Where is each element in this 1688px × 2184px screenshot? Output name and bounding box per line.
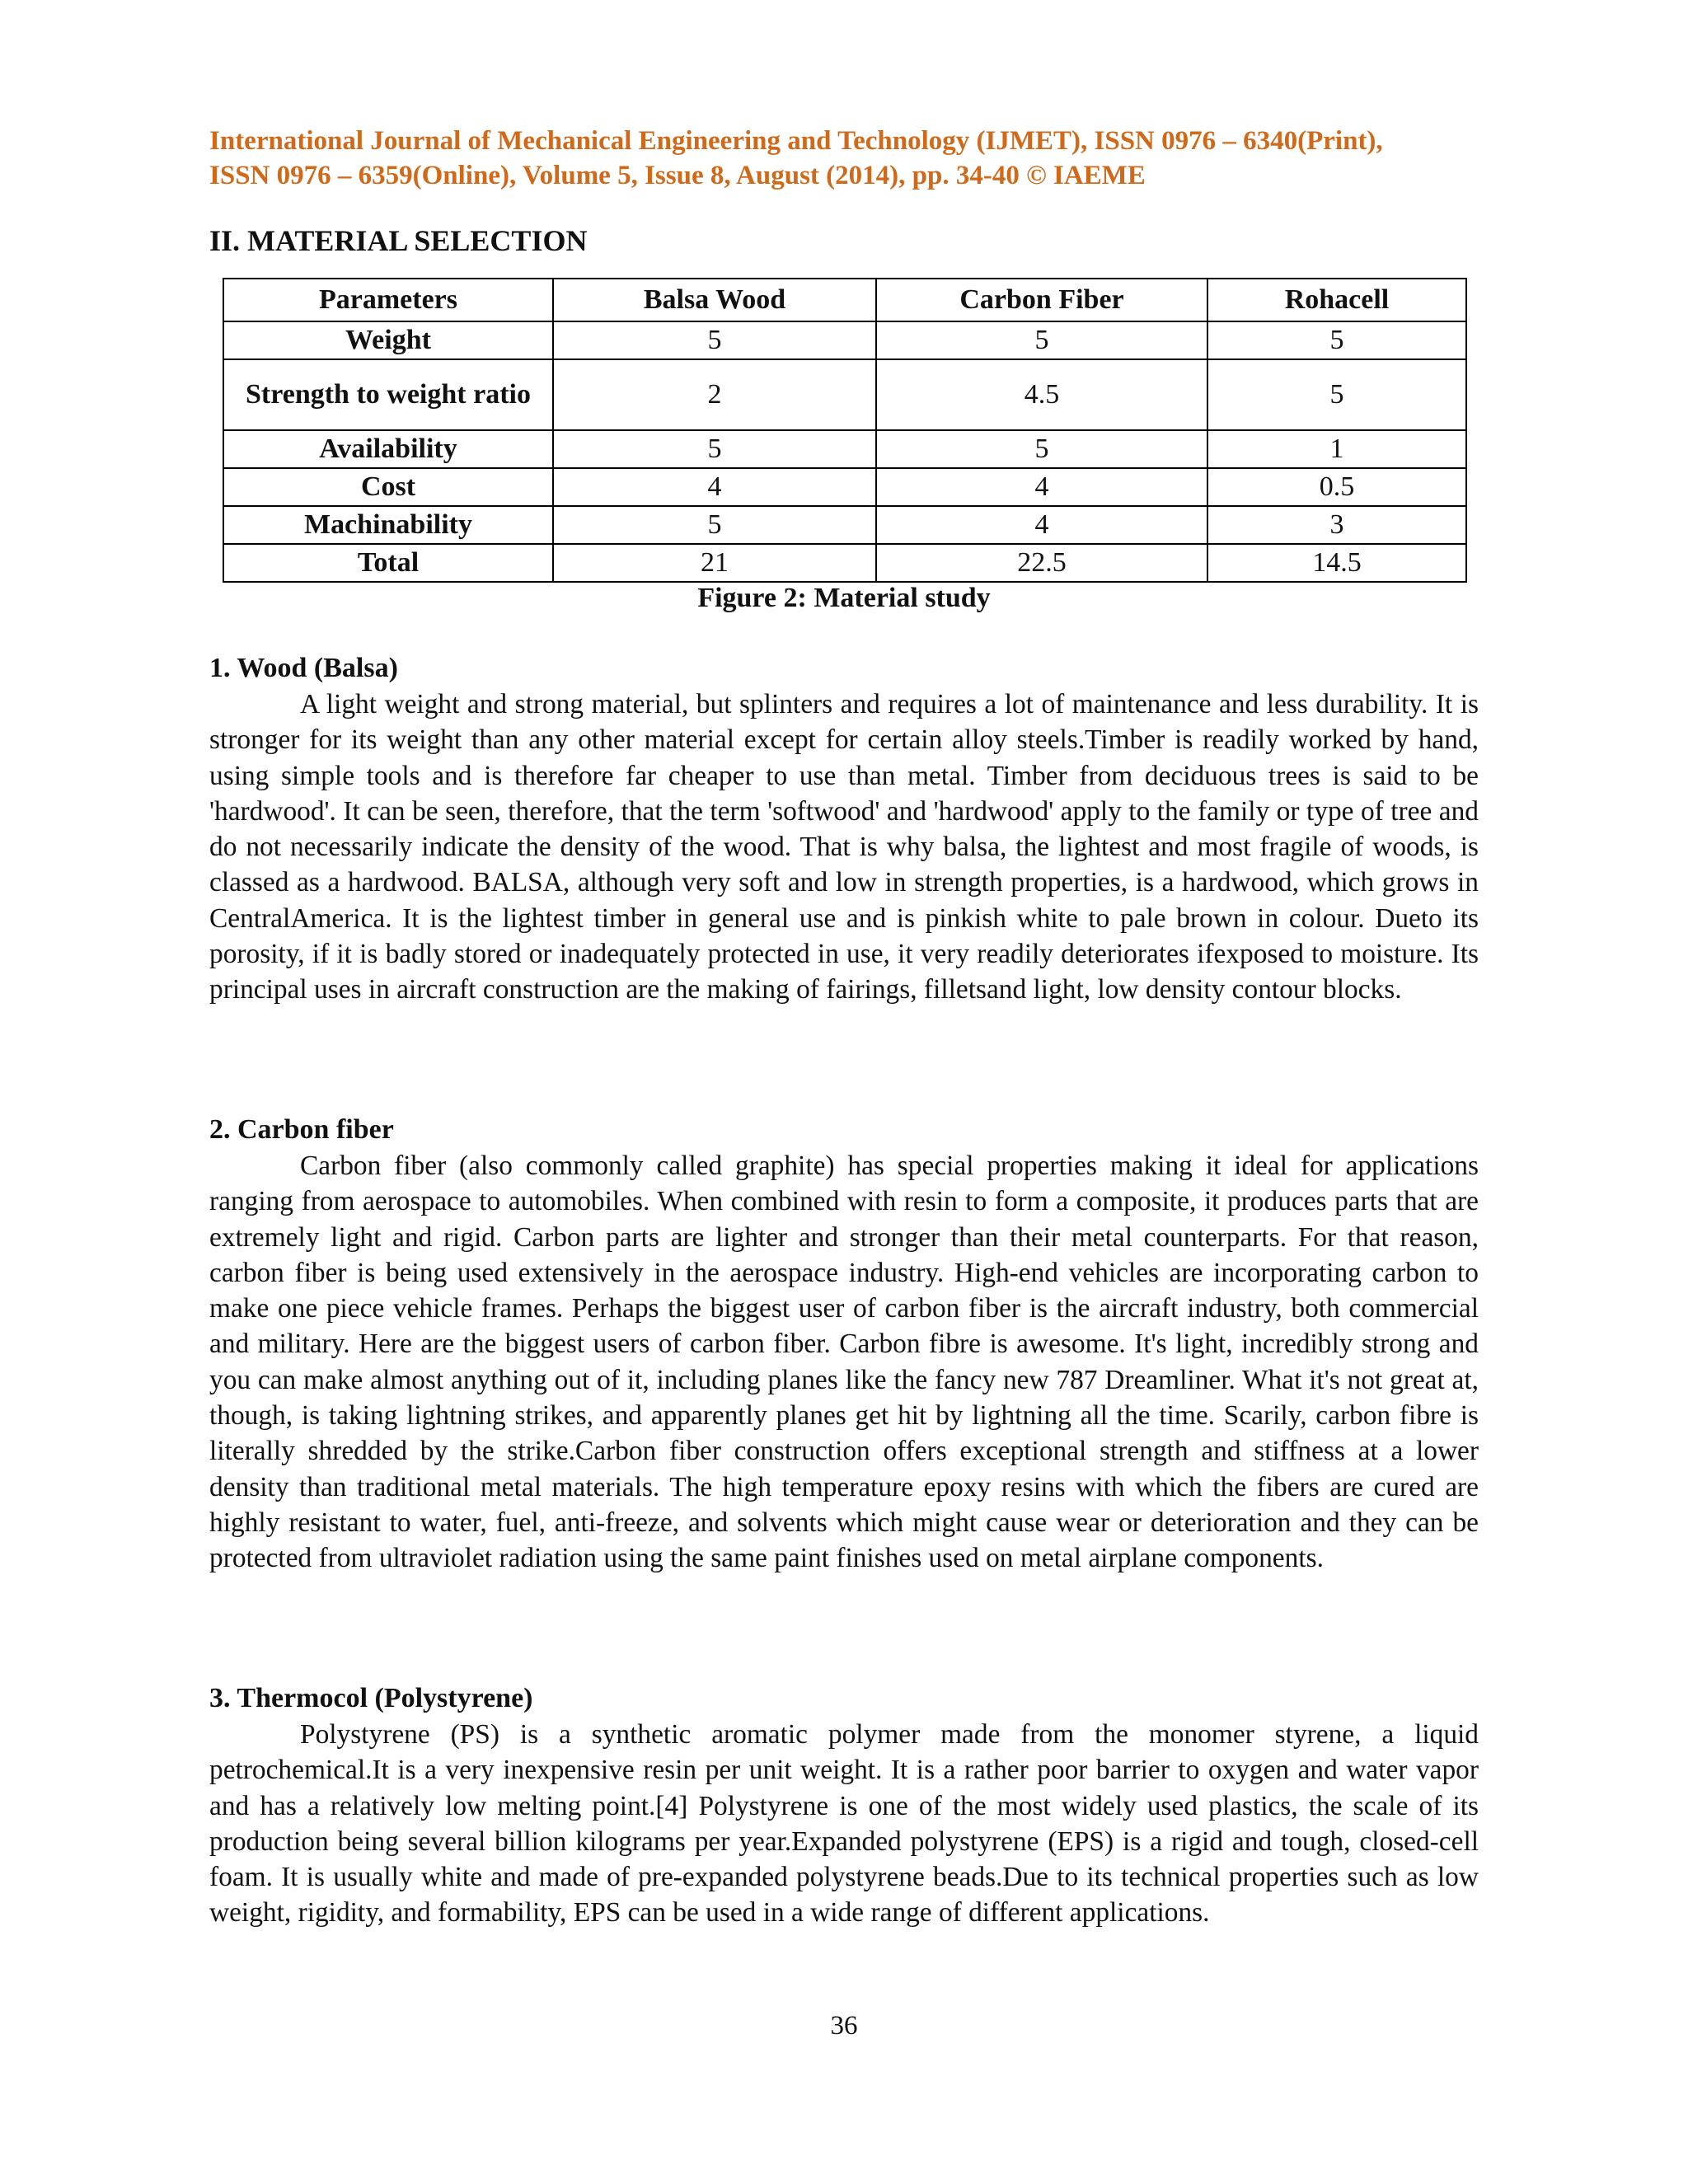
table-cell: 5 — [553, 321, 876, 359]
table-cell: 22.5 — [876, 544, 1207, 582]
journal-header — [209, 124, 1479, 193]
table-cell: 5 — [876, 321, 1207, 359]
table-cell: 2 — [553, 359, 876, 430]
paragraph-thermocol: Polystyrene (PS) is a synthetic aromatic polymer made from the monomer styrene, a liquid petrochemical.It is a very inexpensive resin per unit weight. It is a rather poor barrier to oxygen and water vapor and has a relatively low melting point.[4] Polystyrene is one of the most widely used plastics, the scale of its production being several billion kilograms per year.Expanded polystyrene (EPS) is a rigid and tough, closed-cell foam. It is usually white and made of pre-expanded polystyrene beads.Due to its technical properties such as low weight, rigidity, and formability, EPS can be used in a wide range of different applications. — [209, 1719, 1479, 1929]
table-cell: 5 — [1207, 321, 1466, 359]
table-cell: 4 — [876, 468, 1207, 506]
table-row — [223, 359, 1466, 430]
table-cell-parameter: Total — [223, 544, 553, 582]
table-header-cell: Rohacell — [1207, 279, 1466, 321]
table-cell: 5 — [553, 506, 876, 544]
figure-caption: Figure 2: Material study — [697, 583, 991, 613]
table-cell-parameter: Strength to weight ratio — [223, 359, 553, 430]
paragraph-carbon-fiber: Carbon fiber (also commonly called graphite) has special properties making it ideal for applications ranging from aerospace to automobiles. When combined with resin to form a composite, it produces parts that are extremely light and rigid. Carbon parts are lighter and stronger than their metal counterparts. For that reason, carbon fiber is being used extensively in the aerospace industry. High-end vehicles are incorporating carbon to make one piece vehicle frames. Perhaps the biggest user of carbon fiber is the aircraft industry, both commercial and military. Here are the biggest users of carbon fiber. Carbon fibre is awesome. It's light, incredibly strong and you can make almost anything out of it, including planes like the fancy new 787 Dreamliner. What it's not great at, though, is taking lightning strikes, and apparently planes get hit by lightning all the time. Scarily, carbon fibre is literally shredded by the strike.Carbon fiber construction offers exceptional strength and stiffness at a lower density than traditional metal materials. The high temperature epoxy resins with which the fibers are cured are highly resistant to water, fuel, anti-freeze, and solvents which might cause wear or deterioration and they can be protected from ultraviolet radiation using the same paint finishes used on metal airplane components. — [209, 1151, 1479, 1574]
table-row — [223, 430, 1466, 468]
table-cell: 0.5 — [1207, 468, 1466, 506]
table-row — [223, 468, 1466, 506]
table-cell: 4 — [876, 506, 1207, 544]
table-header-cell: Carbon Fiber — [876, 279, 1207, 321]
table-header-row — [223, 279, 1466, 321]
page-number: 36 — [830, 2011, 858, 2041]
table-cell: 3 — [1207, 506, 1466, 544]
journal-header-line-2: ISSN 0976 – 6359(Online), Volume 5, Issue 8, August (2014), pp. 34-40 © IAEME — [209, 161, 1146, 190]
table-row — [223, 544, 1466, 582]
table-cell: 21 — [553, 544, 876, 582]
material-study-table — [223, 278, 1467, 583]
table-cell-parameter: Availability — [223, 430, 553, 468]
table-cell: 5 — [1207, 359, 1466, 430]
table-row — [223, 321, 1466, 359]
table-cell: 4.5 — [876, 359, 1207, 430]
table-cell-parameter: Cost — [223, 468, 553, 506]
table-cell: 1 — [1207, 430, 1466, 468]
table-cell: 4 — [553, 468, 876, 506]
subsection-heading-carbon-fiber: 2. Carbon fiber — [209, 1114, 394, 1145]
journal-header-line-1: International Journal of Mechanical Engineering and Technology (IJMET), ISSN 0976 – 6340(Print), — [209, 126, 1383, 156]
table-cell: 14.5 — [1207, 544, 1466, 582]
table-cell: 5 — [876, 430, 1207, 468]
table-cell-parameter: Weight — [223, 321, 553, 359]
table-row — [223, 506, 1466, 544]
table-header-cell: Parameters — [223, 279, 553, 321]
paragraph-wood: A light weight and strong material, but splinters and requires a lot of maintenance and less durability. It is stronger for its weight than any other material except for certain alloy steels.Timber is readily worked by hand, using simple tools and is therefore far cheaper to use than metal. Timber from deciduous trees is said to be 'hardwood'. It can be seen, therefore, that the term 'softwood' and 'hardwood' apply to the family or type of tree and do not necessarily indicate the density of the wood. That is why balsa, the lightest and most fragile of woods, is classed as a hardwood. BALSA, although very soft and low in strength properties, is a hardwood, which grows in CentralAmerica. It is the lightest timber in general use and is pinkish white to pale brown in colour. Dueto its porosity, if it is badly stored or inadequately protected in use, it very readily deteriorates ifexposed to moisture. Its principal uses in aircraft construction are the making of fairings, filletsand light, low density contour blocks. — [209, 689, 1479, 1005]
subsection-heading-thermocol: 3. Thermocol (Polystyrene) — [209, 1683, 533, 1713]
section-title: II. MATERIAL SELECTION — [209, 224, 588, 257]
table-cell-parameter: Machinability — [223, 506, 553, 544]
table-header-cell: Balsa Wood — [553, 279, 876, 321]
subsection-heading-wood: 1. Wood (Balsa) — [209, 653, 398, 683]
table-cell: 5 — [553, 430, 876, 468]
